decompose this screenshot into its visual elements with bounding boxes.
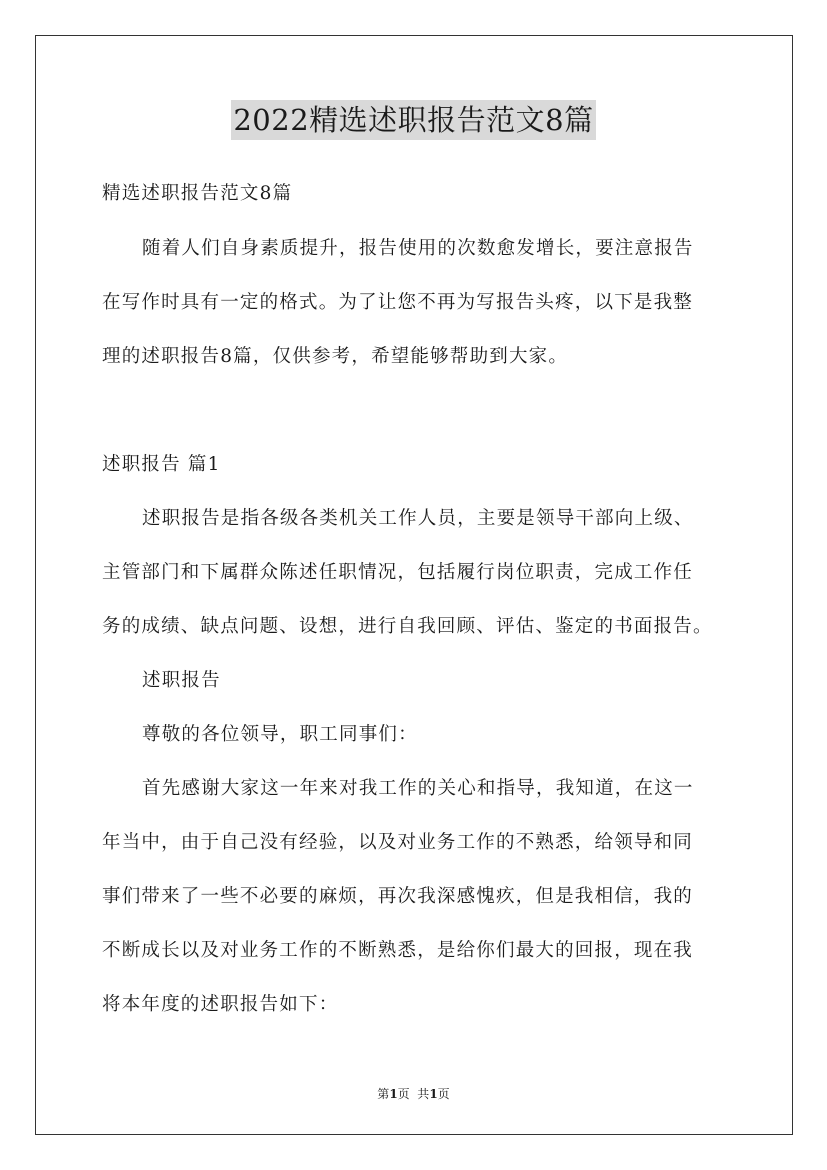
body-line-2: 年当中，由于自己没有经验，以及对业务工作的不熟悉，给领导和同 xyxy=(102,832,694,853)
title-container xyxy=(0,100,827,140)
footer-page-prefix: 第 xyxy=(377,1087,390,1101)
footer-total-pages: 1 xyxy=(429,1087,438,1101)
section-heading: 述职报告 篇1 xyxy=(102,454,221,475)
body-line-5: 将本年度的述职报告如下： xyxy=(102,994,339,1015)
document-subtitle: 精选述职报告范文8篇 xyxy=(102,183,293,204)
body-line-1: 首先感谢大家这一年来对我工作的关心和指导，我知道，在这一 xyxy=(142,778,694,799)
definition-line-3: 务的成绩、缺点问题、设想，进行自我回顾、评估、鉴定的书面报告。 xyxy=(102,616,713,637)
footer-page-suffix: 页 xyxy=(437,1087,450,1101)
intro-line-2: 在写作时具有一定的格式。为了让您不再为写报告头疼，以下是我整 xyxy=(102,292,694,313)
footer-page-mid: 页 共 xyxy=(397,1087,430,1101)
page-footer xyxy=(0,1086,827,1102)
body-line-4: 不断成长以及对业务工作的不断熟悉，是给你们最大的回报，现在我 xyxy=(102,940,694,961)
footer-page-number: 1 xyxy=(389,1087,398,1101)
intro-line-3: 理的述职报告8篇，仅供参考，希望能够帮助到大家。 xyxy=(102,346,569,367)
definition-line-1: 述职报告是指各级各类机关工作人员，主要是领导干部向上级、 xyxy=(142,508,694,529)
report-label: 述职报告 xyxy=(142,670,221,691)
definition-line-2: 主管部门和下属群众陈述任职情况，包括履行岗位职责，完成工作任 xyxy=(102,562,694,583)
body-line-3: 事们带来了一些不必要的麻烦，再次我深感愧疚，但是我相信，我的 xyxy=(102,886,694,907)
intro-line-1: 随着人们自身素质提升，报告使用的次数愈发增长，要注意报告 xyxy=(142,238,694,259)
document-title: 2022精选述职报告范文8篇 xyxy=(231,100,595,140)
salutation: 尊敬的各位领导，职工同事们： xyxy=(142,724,418,745)
